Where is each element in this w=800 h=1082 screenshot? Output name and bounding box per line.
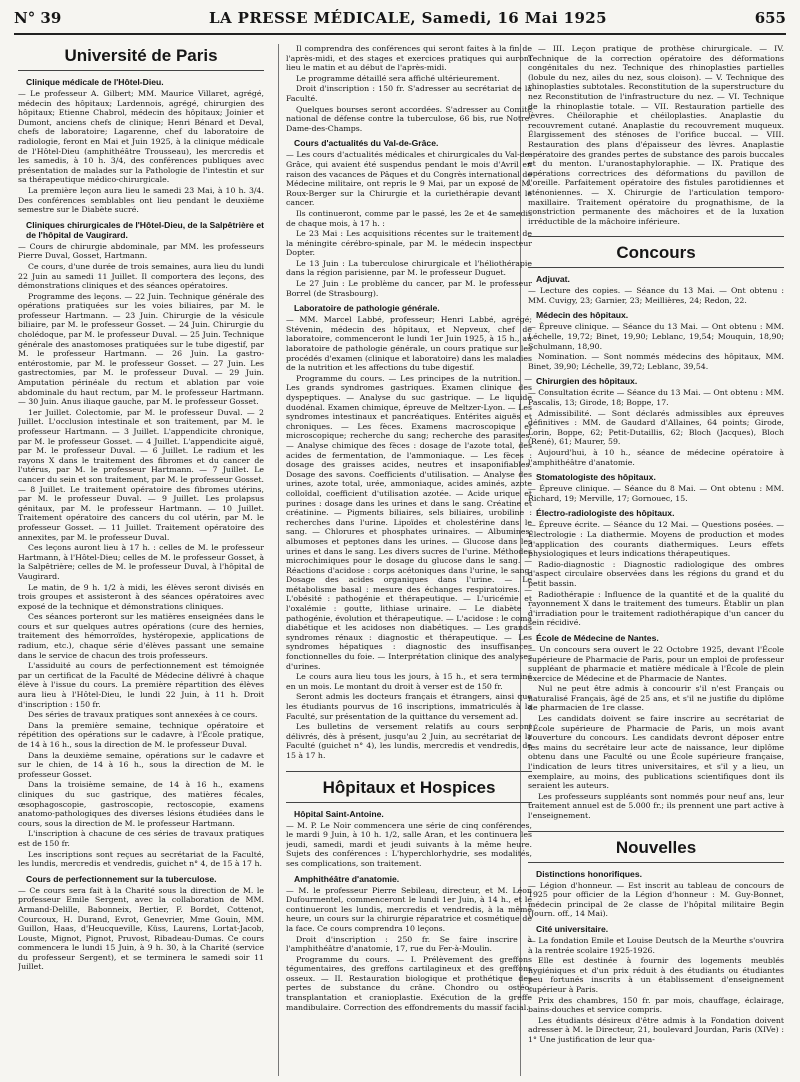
paragraph: Radio-diagnostic : Diagnostic radiologique des ombres d'aspect circulaire observées dans les régions du grand et du petit bassin. — [528, 559, 784, 588]
section-title: Hôpitaux et Hospices — [286, 771, 532, 803]
paragraph: Radiothérapie : Influence de la quantité et de la qualité du rayonnement X dans le traitement des tumeurs. Établir un plan d'irradiation pour le traitement radiothérapique d'un cancer du sein récidivé. — [528, 589, 784, 628]
paragraph: — Épreuve écrite. — Séance du 12 Mai. — Questions posées. — Électrologie : La diathermie. Moyens de production et modes d'application des courants diathermiques. Leurs effets physiologiques et leurs indications thérapeutiques. — [528, 520, 784, 559]
item-heading: Laboratoire de pathologie générale. — [294, 303, 440, 314]
item-heading: Cité universitaire. — [536, 923, 609, 934]
article-flow — [18, 77, 264, 972]
paragraph: — Épreuve clinique. — Séance du 13 Mai. — Ont obtenu : MM. Léchelle, 19,72; Binet, 19,90; Leblanc, 19,54; Mouquin, 18,90; Schulmann, 18,90. — [528, 322, 784, 351]
article-flow — [528, 274, 784, 820]
paragraph: Prix des chambres, 150 fr. par mois, chauffage, éclairage, bains-douches et service compris. — [528, 995, 784, 1015]
paragraph: 1er Juillet. Colectomie, par M. le professeur Duval. — 2 Juillet. L'occlusion intestinale et son traitement, par M. le professeur Hartmann. — 3 Juillet. L'appendicite chronique, par M. le professeur Gosset. — 4 Juillet. L'appendicite aiguë, par M. le professeur Duval. — 6 Juillet. Le radium et les rayons X dans le traitement des fibromes et du cancer de l'utérus, par M. le professeur Hartmann. — 7 Juillet. Le cancer du sein et son traitement, par M. le professeur Gosset. — 8 Juillet. Le traitement opératoire des fibromes utérins, par M. le professeur Duval. — 9 Juillet. Les prolapsus génitaux, par M. le professeur Hartmann. — 10 Juillet. Traitement opératoire des cancers du col utérin, par M. le professeur Gosset. — 11 Juillet. Traitement opératoire des annexites, par M. le professeur Duval. — [18, 407, 264, 542]
paragraph: — Ce cours sera fait à la Charité sous la direction de M. le professeur Emile Sergent, avec la collaboration de MM. Armand-Delille, Babonneix, Bertier, F. Bordet, Cottenot, Courcoux, H. Durand, Evrot, Genevrier, Mme Gouin, MM. Guillon, Haas, d'Heucqueville, Küss, Laurens, Lortat-Jacob, Louste, Mignot, Pignot, Pruvost, Ribadeau-Dumas. Ce cours commencera le lundi 15 Juin, à 9 h. 30, à la Charité (service du professeur Sergent), et se terminera le samedi soir 11 Juillet. — [18, 885, 264, 972]
paragraph: Aujourd'hui, à 10 h., séance de médecine opératoire à l'amphithéâtre d'anatomie. — [528, 448, 784, 467]
article-flow — [286, 809, 532, 1013]
paragraph: — III. Leçon pratique de prothèse chirurgicale. — IV. Technique de la correction opératoire des déformations congénitales du nez. Technique des rhinoplasties partielles (lobule du nez, ailes du nez, sous cloison). — V. Technique des rhinoplasties subtotales. Reconstitution de la superstructure du nez Reconstitution de l'infrastructure du nez. — VI. Technique de la rhinoplastie totale. — VII. Restauration partielle des lèvres. Chéiloraphie et chéiloplasties. Anaplastie du recouvrement cutané. Anaplastie du recouvrement muqueux. Élargissement des sténoses de l'orifice buccal. — VIII. Restauration des plans d'épaisseur des lèvres. Anaplastie opératoire des grandes pertes de substance des parois buccales et du menton. L'uranostaphyloraphie. — IX. Pratique des opérations correctrices des déformations du pavillon de l'oreille. Parfaitement opératoire des fistules parotidiennes et sténoniennes. — X. Chirurgie de l'articulation temporo-maxillaire. Traitement opératoire du prognathisme, de la constriction permanente des mâchoires et de la luxation irréductible de la mâchoire inférieure. — [528, 44, 784, 226]
paragraph: Programme du cours. — I. Prélèvement des greffons tégumentaires, des greffons cartilagineux et des greffons osseux. — II. Restauration biologique et prothétique des pertes de substance du crâne. Chondro ou ostéo-transplantation et cranioplastie. Exécution de la greffe mandibulaire. Correction des effondrements du massif facial. — [286, 954, 532, 1012]
paragraph: Les inscriptions sont reçues au secrétariat de la Faculté, les lundis, mercredis et vendredis, guichet n° 4, de 15 à 17 h. — [18, 849, 264, 869]
item-heading: Amphithéâtre d'anatomie. — [294, 873, 400, 884]
paragraph: Droit d'inscription : 250 fr. Se faire inscrire à l'amphithéâtre d'anatomie, 17, rue du Fer-à-Moulin. — [286, 934, 532, 954]
section-title: Nouvelles — [528, 831, 784, 863]
article-flow — [528, 44, 784, 226]
paragraph: Le programme détaillé sera affiché ultérieurement. — [296, 73, 500, 83]
publication-title: LA PRESSE MÉDICALE, Samedi, 16 Mai 1925 — [209, 9, 607, 27]
paragraph: Il comprendra des conférences qui seront faites à la fin de l'après-midi, et des stages et exercices pratiques qui auront lieu le matin et au début de l'après-midi. — [286, 44, 532, 73]
paragraph: Programme du cours. — Les principes de la nutrition. — Les grands syndromes gastriques. Examen clinique des dyspeptiques. — Analyse du suc gastrique. — Le liquide duodénal. Examen chimique, épreuve de Meltzer-Lyon. — Les syndromes intestinaux et pancréatiques. Entérites aiguës et chroniques. — Les fèces. Examens macroscopique et microscopique; recherche du sang; recherche des parasites. — Analyse chimique des fèces : dosage de l'azote total, des acides de fermentation, de l'ammoniaque. — Les fèces : dosage des graisses acides, neutres et insaponifiables. Dosage des savons. Coefficients d'utilisation. — Analyse des urines, azote total, urée, ammoniaque, acides aminés, azote colloïdal, coefficient d'utilisation azotée. — Acide urique et purines : dosage dans les urines et dans le sang. Créatine et créatinine. — Pigments biliaires, sels biliaires, urobiline : recherches dans l'urine. Lipoïdes et cholestérine dans le sang. — Chlorures et phosphates urinaires. — Albumines, albumoses et peptones dans les urines. — Glucose dans les urines et dans le sang. Les divers sucres de l'urine. Méthodes microchimiques pour le dosage du glucose dans le sang. — Réactions d'acidose : corps acétoniques dans l'urine, le sang. Dosage des acides organiques dans l'urine. — Le métabolisme basal : mesure des échanges respiratoires. — L'obésité : pathogénie et thérapeutique. — L'uricémie et l'oxalémie : goutte, lithiase urinaire. — Le diabète : pathogénie, évolution et thérapeutique. — L'acidose : le coma diabétique et les acidoses non diabétiques. — Les grands syndromes rénaux : diagnostic et thérapeutique. — Les syndromes hépatiques : diagnostic des insuffisances fonctionnelles du foie. — Interprétation clinique des analyses d'urines. — [286, 373, 532, 671]
issue-number: N° 39 — [14, 9, 62, 27]
item-heading: Cliniques chirurgicales de l'Hôtel-Dieu, de la Salpêtrière et de l'hôpital de Vaugirard. — [26, 219, 264, 240]
section-title: Concours — [528, 236, 784, 268]
paragraph: Dans la troisième semaine, de 14 à 16 h., examens cliniques du suc gastrique, des matières fécales, œsophagoscopie, gastroscopie, rectoscopie, examens anatomo-pathologiques des diverses lésions étudiées dans le cours, sous la direction de M. le professeur Hartmann. — [18, 780, 264, 828]
item-heading: Électro-radiologiste des hôpitaux. — [536, 508, 675, 519]
paragraph: Le 27 Juin : Le problème du cancer, par M. le professeur Borrel (de Strasbourg). — [286, 279, 532, 298]
paragraph: Nul ne peut être admis à concourir s'il n'est Français ou naturalisé Français, âgé de 25 ans, et s'il ne justifie du diplôme de pharmacien de 1re classe. — [528, 684, 784, 713]
paragraph: Ces leçons auront lieu à 17 h. : celles de M. le professeur Hartmann, à l'Hôtel-Dieu; celles de M. le professeur Gosset, à la Salpêtrière; celles de M. le professeur Duval, à l'hôpital de Vaugirard. — [18, 543, 264, 581]
paragraph: Elle est destinée à fournir des logements meublés hygiéniques et d'un prix réduit à des étudiants ou étudiantes peu fortunés inscrits à un établissement d'enseignement supérieur à Paris. — [528, 956, 784, 994]
page-number: 655 — [754, 9, 786, 27]
paragraph: — Épreuve clinique. — Séance du 8 Mai. — Ont obtenu : MM. Richard, 19; Merville, 17; Gornouec, 15. — [528, 484, 784, 503]
paragraph: — M. P. Le Noir commencera une série de cinq conférences, le mardi 9 Juin, à 10 h. 1/2, salle Aran, et les continuera les jeudi, samedi, mardi et jeudi suivants à la même heure. Sujets des conférences : L'hyperchlorhydrie, ses modalités, ses complications, son traitement. — [286, 820, 532, 868]
paragraph: — Lecture des copies. — Séance du 13 Mai. — Ont obtenu : MM. Cuvigy, 23; Garnier, 23; Meillières, 24; Redon, 22. — [528, 286, 784, 305]
paragraph: Nomination. — Sont nommés médecins des hôpitaux, MM. Binet, 39,90; Léchelle, 39,72; Leblanc, 39,54. — [528, 352, 784, 371]
article-flow — [286, 44, 532, 761]
item-heading: Clinique médicale de l'Hôtel-Dieu. — [26, 77, 164, 87]
section-title: Université de Paris — [18, 46, 264, 71]
column-1 — [18, 44, 264, 1078]
item-heading: Distinctions honorifiques. — [536, 868, 642, 879]
paragraph: Des séries de travaux pratiques sont annexées à ce cours. — [28, 710, 258, 720]
article-flow — [528, 869, 784, 1045]
paragraph: L'inscription à chacune de ces séries de travaux pratiques est de 150 fr. — [18, 829, 264, 848]
paragraph: Le cours aura lieu tous les jours, à 15 h., et sera terminé en un mois. Le montant du droit à verser est de 150 fr. — [286, 672, 532, 691]
item-heading: Stomatologiste des hôpitaux. — [536, 472, 656, 483]
item-heading: Hôpital Saint-Antoine. — [294, 808, 384, 819]
paragraph: Quelques bourses seront accordées. S'adresser au Comité national de défense contre la tuberculose, 66 bis, rue Notre-Dame-des-Champs. — [286, 104, 532, 133]
paragraph: — MM. Marcel Labbé, professeur; Henri Labbé, agrégé; Stévenin, médecin des hôpitaux, et Nepveux, chef de laboratoire, commenceront le lundi 1er Juin 1925, à 15 h., au laboratoire de pathologie générale, un cours pratique sur les procédés d'examen (clinique et laboratoire) dans les maladies de la nutrition et les affections du tube digestif. — [286, 315, 532, 373]
paragraph: Ces séances porteront sur les matières enseignées dans le cours et sur quelques autres opérations (cure des hernies, traitement des hémorroïdes, hystéropexie, applications de radium, etc.), chaque série d'élèves passant une semaine dans le service de chacun des trois professeurs. — [18, 612, 264, 660]
paragraph: Le 23 Mai : Les acquisitions récentes sur le traitement de la méningite cérébro-spinale, par M. le médecin inspecteur Dopter. — [286, 229, 532, 258]
paragraph: Les bulletins de versement relatifs au cours seront délivrés, dès à présent, jusqu'au 2 Juin, au secrétariat de la Faculté (guichet n° 4), les lundis, mercredis et vendredis, de 15 à 17 h. — [286, 722, 532, 760]
paragraph: — Consultation écrite — Séance du 13 Mai. — Ont obtenu : MM. Pascalis, 13; Girode, 18; Boppe, 17. — [528, 388, 784, 408]
paragraph: Admissibilité. — Sont déclarés admissibles aux épreuves définitives : MM. de Gaudard d'Allaines, 64 points; Girode, Lorin, Boppe, 62; Petit-Dutaillis, 62; Bloch (Jacques), Bloch (René), 61; Maurer, 59. — [528, 408, 784, 447]
paragraph: — La fondation Emile et Louise Deutsch de la Meurthe s'ouvrira à la rentrée scolaire 1925-1926. — [528, 935, 784, 955]
paragraph: — Le professeur A. Gilbert; MM. Maurice Villaret, agrégé, médecin des hôpitaux; Lardennois, agrégé, chirurgien des hôpitaux; Etienne Chabrol, médecin des hôpitaux; Joinier et Dumont, anciens chefs de clinique; Henri Bénard et Deval, chefs de laboratoire; Lagarenne, chef du laboratoire de radiologie, feront en Mai et Juin 1925, à la clinique médicale de l'Hôtel-Dieu (amphithéâtre Trousseau), les mercredis et les samedis, à 10 h. 3/4, des conférences publiques avec présentation de malades sur la Pathologie de l'intestin et sur sa thérapeutique médico-chirurgicale. — [18, 89, 264, 185]
paragraph: Dans la deuxième semaine, opérations sur le cadavre et sur le chien, de 14 à 16 h., sous la direction de M. le professeur Gosset. — [18, 750, 264, 779]
item-heading: Chirurgien des hôpitaux. — [536, 376, 638, 387]
paragraph: Le matin, de 9 h. 1/2 à midi, les élèves seront divisés en trois groupes et assisteront à des séances opératoires avec exposé de la technique et démonstrations cliniques. — [18, 582, 264, 611]
item-heading: Médecin des hôpitaux. — [536, 310, 629, 321]
column-2 — [286, 44, 532, 1078]
paragraph: Ce cours, d'une durée de trois semaines, aura lieu du lundi 22 Juin au samedi 11 Juillet. Il comportera des leçons, des démonstrations cliniques et des séances opératoires. — [18, 261, 264, 291]
column-divider — [278, 44, 279, 1076]
paragraph: — M. le professeur Pierre Sebileau, directeur, et M. Léon Dufourmentel, commenceront le lundi 1er Juin, à 14 h., et le continueront les lundis, mercredis et vendredis, à la même heure, un cours sur la chirurgie réparatrice et cosmétique de la face. Ce cours comprendra 10 leçons. — [286, 885, 532, 933]
paragraph: Droit d'inscription : 150 fr. S'adresser au secrétariat de la Faculté. — [286, 84, 532, 103]
paragraph: — Cours de chirurgie abdominale, par MM. les professeurs Pierre Duval, Gosset, Hartmann. — [18, 241, 264, 261]
paragraph: Les professeurs suppléants sont nommés pour neuf ans, leur traitement annuel est de 5.000 fr.; ils prennent une part active à l'enseignement. — [528, 791, 784, 820]
item-heading: École de Médecine de Nantes. — [536, 632, 659, 643]
item-heading: Cours d'actualités du Val-de-Grâce. — [294, 138, 439, 149]
paragraph: Les étudiants désireux d'être admis à la Fondation doivent adresser à M. le Directeur, 21, boulevard Jourdan, Paris (XIVe) : 1° Une justification de leur qua- — [528, 1015, 784, 1044]
paragraph: Ils continueront, comme par le passé, les 2e et 4e samedis de chaque mois, à 17 h. : — [286, 208, 532, 228]
paragraph: L'assiduité au cours de perfectionnement est témoignée par un certificat de la Faculté de Médecine délivré à chaque élève à l'issue du cours. La première répartition des élèves aura lieu à l'Hôtel-Dieu, le lundi 22 Juin, à 11 h. Droit d'inscription : 150 fr. — [18, 661, 264, 709]
paragraph: Dans la première semaine, technique opératoire et répétition des opérations sur le cadavre, à l'École pratique, de 14 à 16 h., sous la direction de M. le professeur Duval. — [18, 720, 264, 749]
paragraph: La première leçon aura lieu le samedi 23 Mai, à 10 h. 3/4. Des conférences semblables ont lieu pendant le deuxième semestre sur le Diabète sucré. — [18, 185, 264, 215]
paragraph: Programme des leçons. — 22 Juin. Technique générale des opérations pratiquées sur les voies biliaires, par M. le professeur Hartmann. — 23 Juin. Chirurgie de la vésicule biliaire, par M. le professeur Gosset. — 24 Juin. Chirurgie du cholédoque, par M. le professeur Duval. — 25 Juin. Technique générale des anastomoses pratiquées sur le tube digestif, par M. le professeur Hartmann. — 26 Juin. La gastro-entérostomie, par M. le professeur Gosset. — 27 Juin. Les gastrectomies, par M. le professeur Duval. — 29 Juin. Amputation périnéale du rectum et ablation par voie abdominale du haut rectum, par M. le professeur Hartmann. — 30 Juin. Anus iliaque gauche, par M. le professeur Gosset. — [18, 291, 264, 407]
paragraph: — Légion d'honneur. — Est inscrit au tableau de concours de 1925 pour officier de la Légion d'honneur : M. Guy-Bonnet, médecin principal de 2e classe de l'hôpital militaire Begin (Journ. off., 14 Mai). — [528, 880, 784, 919]
paragraph: Seront admis les docteurs français et étrangers, ainsi que les étudiants pourvus de 16 inscriptions, immatriculés à la Faculté, sur présentation de la quittance du versement ad. — [286, 692, 532, 721]
paragraph: — Les cours d'actualités médicales et chirurgicales du Val-de-Grâce, qui avaient été suspendus pendant le mois d'Avril en raison des vacances de Pâques et du Congrès international de Médecine militaire, ont repris le 9 Mai, par un exposé de M. Roux-Berger sur la Chirurgie et la curiethérapie devant le cancer. — [286, 150, 532, 208]
paragraph: — Un concours sera ouvert le 22 Octobre 1925, devant l'École supérieure de Pharmacie de Paris, pour un emploi de professeur suppléant de pharmacie et matière médicale à l'École de plein exercice de Médecine et de Pharmacie de Nantes. — [528, 644, 784, 683]
paragraph: Le 13 Juin : La tuberculose chirurgicale et l'héliothérapie dans la région parisienne, par M. le professeur Duguet. — [286, 258, 532, 278]
item-heading: Adjuvat. — [536, 274, 570, 285]
page-header — [14, 3, 786, 35]
column-3 — [528, 44, 784, 1078]
paragraph: Les candidats doivent se faire inscrire au secrétariat de l'École supérieure de Pharmacie de Paris, un mois avant l'ouverture du concours. Les candidats devront déposer entre les mains du secrétaire leur acte de naissance, leur diplôme obtenu dans une Faculté ou une École supérieure française, l'indication de leurs titres universitaires, et s'il y a lieu, un exemplaire, au moins, des publications scientifiques dont ils seraient les auteurs. — [528, 714, 784, 791]
item-heading: Cours de perfectionnement sur la tuberculose. — [26, 873, 217, 884]
